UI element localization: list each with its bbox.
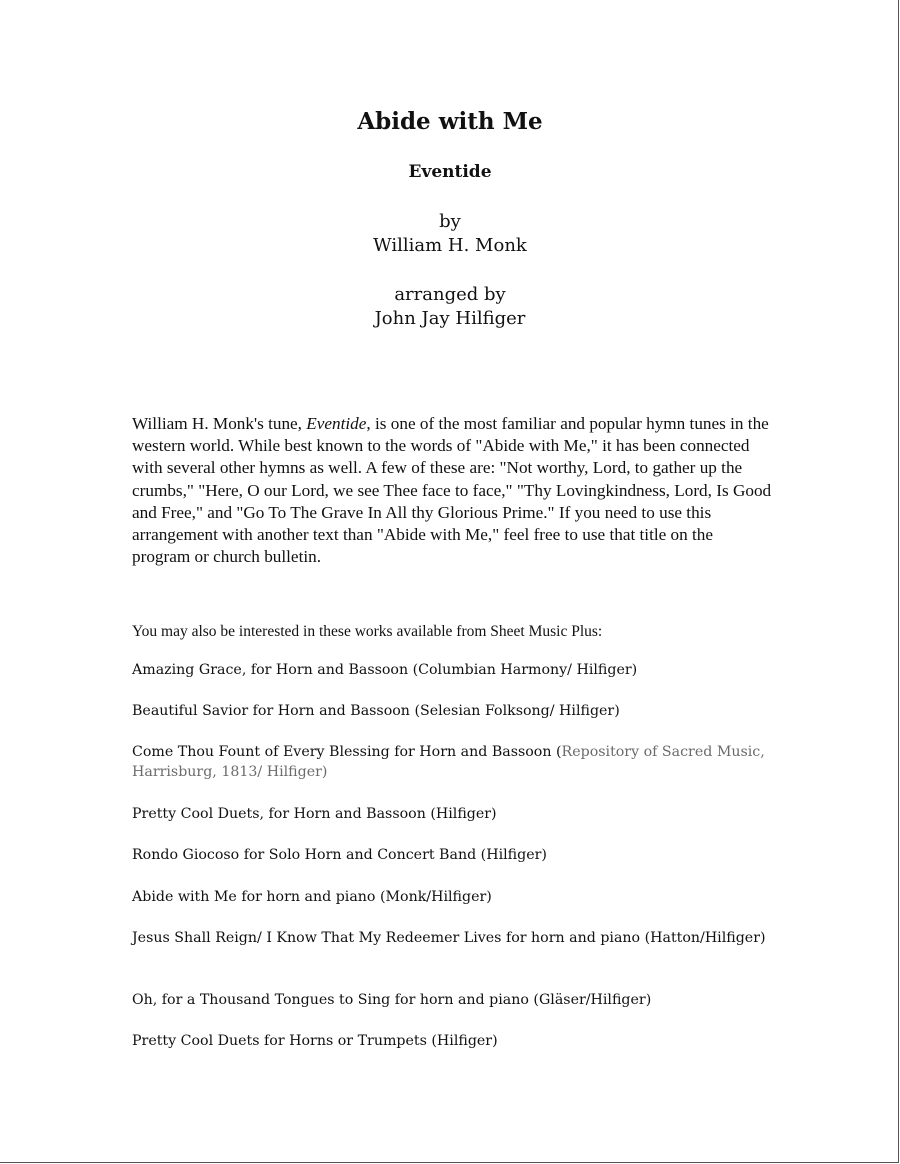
document-subtitle: Eventide xyxy=(408,162,492,182)
related-work-item xyxy=(132,660,772,680)
related-work-title: Pretty Cool Duets, for Horn and Bassoon (Hilfiger) xyxy=(132,806,497,822)
intro-text-rest: , is one of the most familiar and popular hymn tunes in the western world. While best known to the words of "Abide with Me," it has been connected with several other hymns as well. A few of these are: "Not worthy, Lord, to gather up the crumbs," "Here, O our Lord, we see Thee face to face," "Thy Lovingkindness, Lord, Is Good and Free," and "Go To The Grave In All thy Glorious Prime." If you need to use this arrangement with another text than "Abide with Me," feel free to use that title on the program or church bulletin. xyxy=(132,414,772,567)
intro-text-start: William H. Monk's tune, xyxy=(132,414,307,433)
related-work-item xyxy=(132,701,772,721)
intro-paragraph xyxy=(132,413,772,568)
related-work-item xyxy=(132,887,772,907)
by-label: by xyxy=(439,211,461,232)
related-work-item xyxy=(132,742,772,782)
composer-name: William H. Monk xyxy=(373,235,527,256)
related-work-title: Oh, for a Thousand Tongues to Sing for horn and piano (Gläser/Hilfiger) xyxy=(132,992,652,1008)
intro-tune-name: Eventide xyxy=(306,414,367,433)
arranger-credit xyxy=(0,283,900,331)
related-work-item xyxy=(132,1031,772,1051)
arranger-name: John Jay Hilfiger xyxy=(374,308,526,329)
related-work-title: Jesus Shall Reign/ I Know That My Redeemer Lives for horn and piano (Hatton/Hilfiger) xyxy=(132,930,766,946)
related-work-title: Amazing Grace, for Horn and Bassoon (Columbian Harmony/ Hilfiger) xyxy=(132,662,638,678)
related-work-title: Come Thou Fount of Every Blessing for Horn and Bassoon ( xyxy=(132,744,562,760)
related-work-title: Rondo Giocoso for Solo Horn and Concert Band (Hilfiger) xyxy=(132,847,547,863)
related-work-item xyxy=(132,928,772,948)
related-work-title: Pretty Cool Duets for Horns or Trumpets (Hilfiger) xyxy=(132,1033,498,1049)
related-work-item xyxy=(132,845,772,865)
related-works-heading: You may also be interested in these works available from Sheet Music Plus: xyxy=(132,623,603,640)
related-work-title: Beautiful Savior for Horn and Bassoon (Selesian Folksong/ Hilfiger) xyxy=(132,703,620,719)
related-work-item xyxy=(132,804,772,824)
document-title: Abide with Me xyxy=(357,108,543,135)
related-work-item xyxy=(132,990,772,1010)
related-work-title: Abide with Me for horn and piano (Monk/Hilfiger) xyxy=(132,889,492,905)
composer-credit xyxy=(0,210,900,258)
related-work-source-note: Repository of Sacred Music, Harrisburg, 1813/ Hilfiger) xyxy=(132,744,765,780)
arranged-label: arranged by xyxy=(394,284,506,305)
